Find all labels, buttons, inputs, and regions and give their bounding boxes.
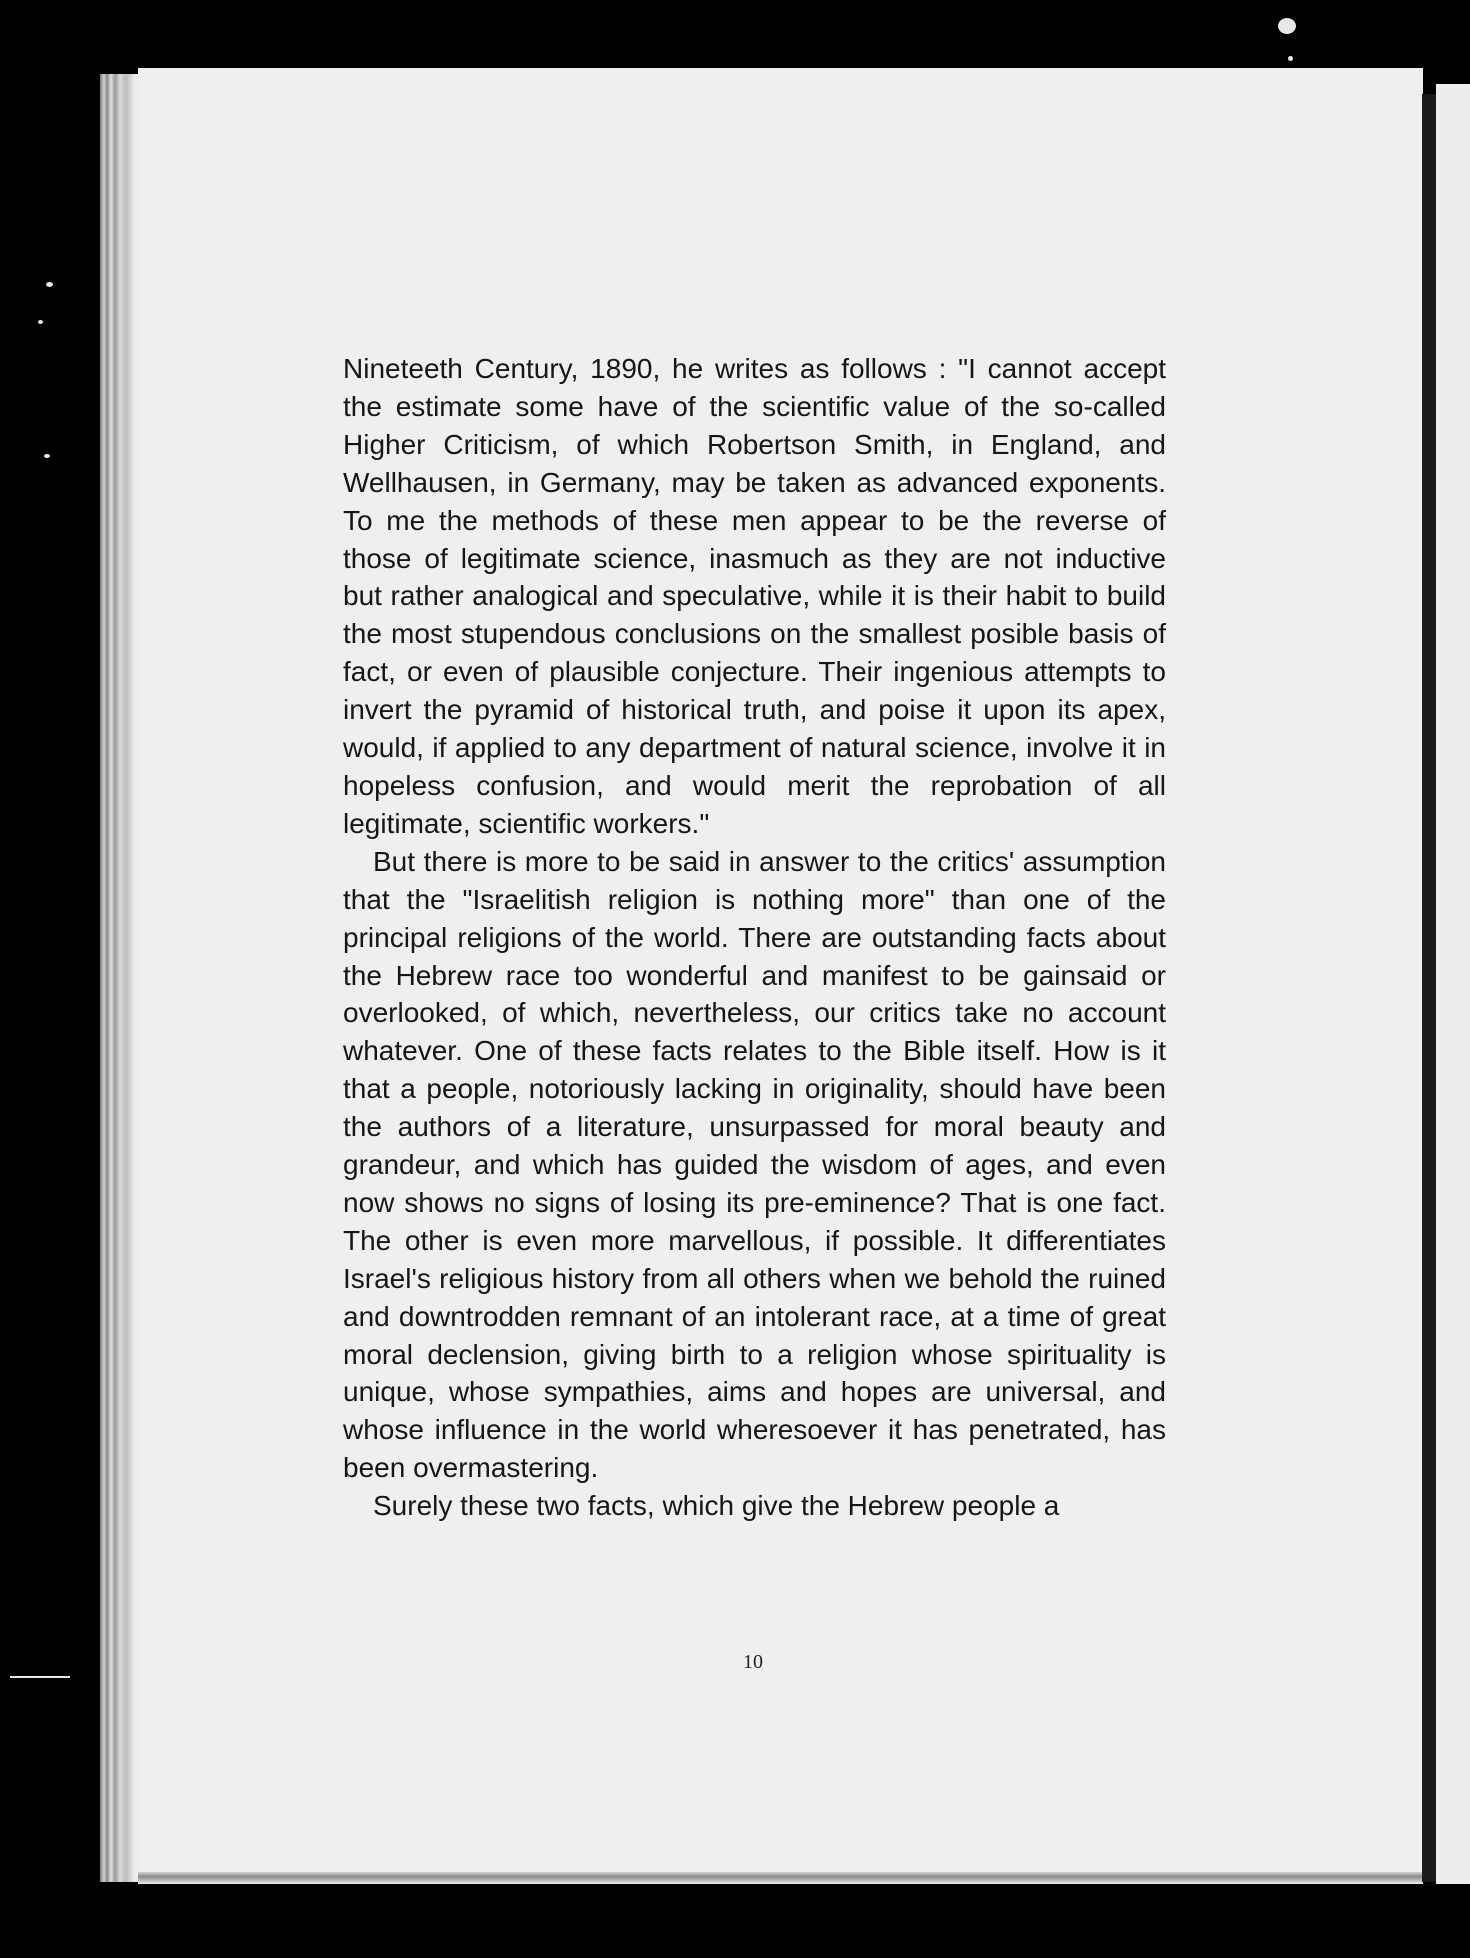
page-left-edge	[100, 74, 140, 1882]
paragraph-2: But there is more to be said in answer to the critics' assumption that the "Israelitish religion is nothing more" than one of the principal religions of the world. There are outstanding facts about the Hebrew race too wonderful and manifest to be gainsaid or overlooked, of which, nevertheless, our critics take no account whatever. One of these facts relates to the Bible itself. How is it that a people, notoriously lacking in originality, should have been the authors of a literature, unsurpassed for moral beauty and grandeur, and which has guided the wisdom of ages, and even now shows no signs of losing its pre-eminence? That is one fact. The other is even more marvellous, if possible. It differentiates Israel's religious history from all others when we behold the ruined and downtrodden remnant of an intolerant race, at a time of great moral declension, giving birth to a religion whose spirituality is unique, whose sympathies, aims and hopes are universal, and whose influence in the world wheresoever it has penetrated, has been overmastering.	[343, 845, 1166, 1484]
page-number: 10	[743, 1651, 763, 1673]
next-page-edge	[1436, 84, 1470, 1884]
scan-speck	[10, 1676, 70, 1678]
scan-speck	[46, 282, 53, 287]
body-text	[343, 350, 1166, 1525]
scan-speck	[44, 454, 50, 458]
scan-speck	[1278, 18, 1296, 34]
paragraph-3: Surely these two facts, which give the Hebrew people a	[373, 1490, 1060, 1522]
scan-speck	[1288, 56, 1293, 61]
book-gutter	[1422, 94, 1436, 1882]
paragraph-1: Nineteeth Century, 1890, he writes as follows : "I cannot accept the estimate some have of the scientific value of the so-called Higher Criticism, of which Robertson Smith, in England, and Wellhausen, in Germany, may be taken as advanced exponents. To me the methods of these men appear to be the reverse of those of legitimate science, inasmuch as they are not inductive but rather analogical and speculative, while it is their habit to build the most stupendous conclusions on the smallest posible basis of fact, or even of plausible conjecture. Their ingenious attempts to invert the pyramid of historical truth, and poise it upon its apex, would, if applied to any department of natural science, involve it in hopeless confusion, and would merit the reprobation of all legitimate, scientific workers."	[343, 353, 1166, 839]
page-bottom-edge	[138, 1872, 1423, 1884]
scan-speck	[38, 320, 43, 324]
